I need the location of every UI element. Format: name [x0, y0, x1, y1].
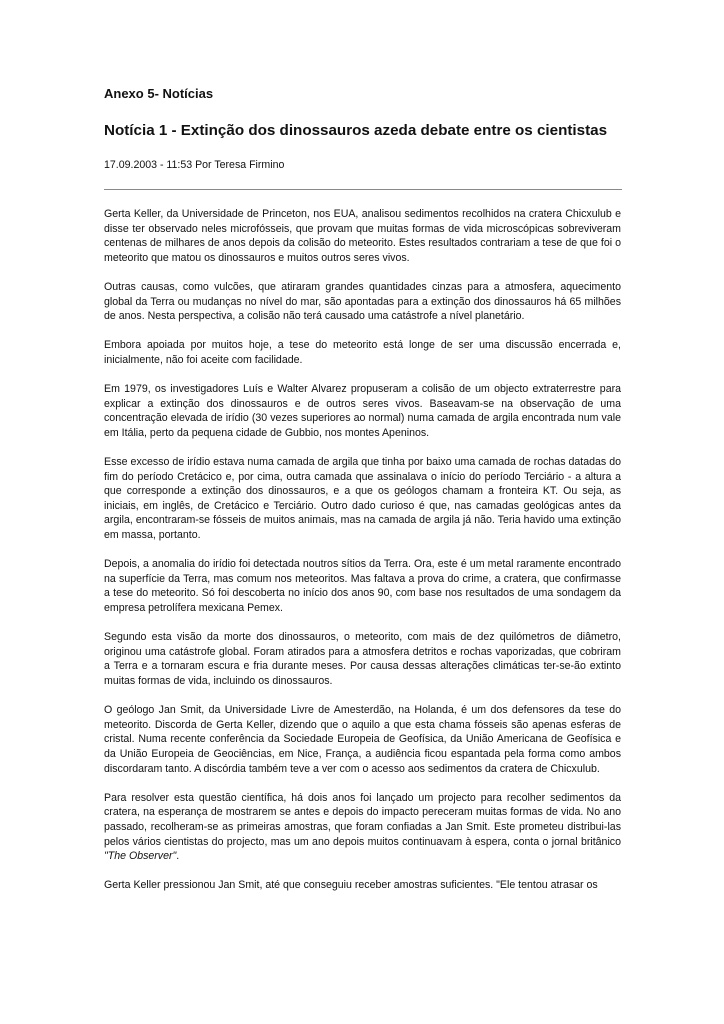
article-body: [104, 207, 621, 893]
paragraph: Esse excesso de irídio estava numa camada de argila que tinha por baixo uma camada de rochas datadas do fim do período Cretácico e, por cima, outra camada que assinalava o início do período Terciário - a altura a que corresponde a extinção dos dinossauros, e a que os geólogos chamam a fronteira KT. Ou seja, as iniciais, em inglês, de Cretácico e Terciário. Outro dado curioso é que, nas camadas geológicas antes da argila, encontraram-se fósseis de muitos animais, mas na camada de argila já não. Teria havido uma extinção em massa, portanto.: [104, 456, 621, 542]
paragraph: O geólogo Jan Smit, da Universidade Livre de Amesterdão, na Holanda, é um dos defensores da tese do meteorito. Discorda de Gerta Keller, dizendo que o aquilo a que esta chama fósseis são apenas esferas de cristal. Numa recente conferência da Sociedade Europeia de Geofísica, da União Americana de Geofísica e da União Europeia de Geociências, em Nice, França, a audiência ficou espantada pela forma como ambos discordaram tanto. A discórdia também teve a ver com o acesso aos sedimentos da cratera de Chicxulub.: [104, 704, 621, 775]
article-dateline: 17.09.2003 - 11:53 Por Teresa Firmino: [104, 159, 285, 171]
annex-title: Anexo 5- Notícias: [104, 86, 214, 101]
paragraph-text: Para resolver esta questão científica, há dois anos foi lançado um projecto para recolher sedimentos da cratera, na esperança de mostrarem se antes e depois do impacto pereceram muitas formas de vida. No ano passado, recolheram-se as primeiras amostras, que foram confiadas a Jan Smit. Este prometeu distribui-las pelos vários cientistas do projecto, mas um ano depois muitos continuavam à espera, conta o jornal britânico: [104, 791, 621, 848]
paragraph: Segundo esta visão da morte dos dinossauros, o meteorito, com mais de dez quilómetros de diâmetro, originou uma catástrofe global. Foram atirados para a atmosfera detritos e rochas vaporizadas, que cobriram a Terra e a tornaram escura e fria durante meses. Por causa dessas alterações climáticas ter-se-ão extinto muitas formas de vida, incluindo os dinossauros.: [104, 631, 621, 687]
source-citation: "The Observer": [104, 850, 177, 863]
paragraph: [104, 791, 621, 864]
paragraph: Embora apoiada por muitos hoje, a tese do meteorito está longe de ser uma discussão encerrada e, inicialmente, não foi aceite com facilidade.: [104, 339, 621, 366]
paragraph: Em 1979, os investigadores Luís e Walter Alvarez propuseram a colisão de um objecto extraterrestre para explicar a extinção dos dinossauros e de outros seres vivos. Baseavam-se na observação de uma concentração elevada de irídio (30 vezes superiores ao normal) numa camada de argila encontrada num vale em Itália, perto da pequena cidade de Gubbio, nos montes Apeninos.: [104, 383, 621, 439]
paragraph: Gerta Keller pressionou Jan Smit, até que conseguiu receber amostras suficientes. "Ele tentou atrasar os: [104, 879, 598, 892]
paragraph: Gerta Keller, da Universidade de Princeton, nos EUA, analisou sedimentos recolhidos na cratera Chicxulub e disse ter observado neles microfósseis, que provam que muitas formas de vida microscópicas sobreviveram centenas de milhares de anos depois da colisão do meteorito. Estes resultados contrariam a tese de que foi o meteorito que matou os dinossauros e muitos outros seres vivos.: [104, 208, 621, 264]
article-headline: Notícia 1 - Extinção dos dinossauros azeda debate entre os cientistas: [104, 122, 608, 139]
paragraph: Outras causas, como vulcões, que atiraram grandes quantidades cinzas para a atmosfera, aquecimento global da Terra ou mudanças no nível do mar, são apontadas para a extinção dos dinossauros há 65 milhões de anos. Nesta perspectiva, a colisão não terá causado uma catástrofe a nível planetário.: [104, 280, 621, 323]
paragraph: Depois, a anomalia do irídio foi detectada noutros sítios da Terra. Ora, este é um metal raramente encontrado na superfície da Terra, mas comum nos meteoritos. Mas faltava a prova do crime, a cratera, que confirmasse a tese do meteorito. Só foi descoberta no início dos anos 90, com base nos resultados de uma sondagem da empresa petrolífera mexicana Pemex.: [104, 558, 621, 615]
paragraph-end: .: [176, 850, 180, 863]
horizontal-divider: [104, 189, 622, 190]
